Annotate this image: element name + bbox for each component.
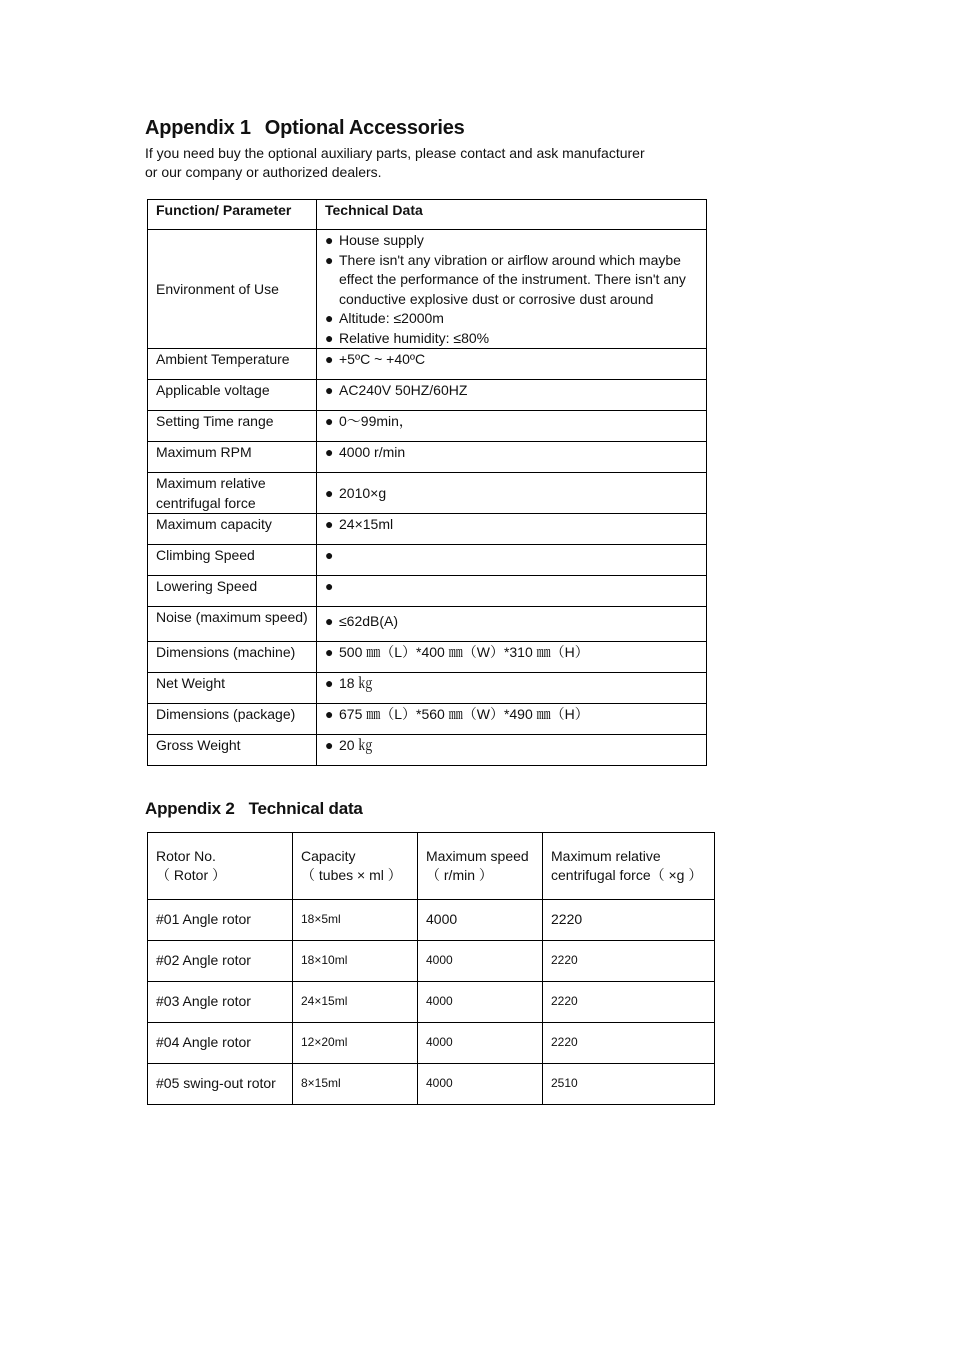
param-cell: Maximum relative centrifugal force [148,473,317,514]
env-bullet [325,251,698,310]
value-cell [317,514,707,545]
bullet-icon: ● [325,516,334,532]
capacity-cell: 8×15ml [293,1064,418,1105]
bullet-icon: ● [325,706,334,722]
value-text: 18 ㎏ [339,675,373,691]
bullet-icon: ● [325,351,334,367]
table-row [148,607,707,642]
table-header-row [148,833,715,900]
value-text: 500 ㎜（L）*400 ㎜（W）*310 ㎜（H） [339,644,589,660]
value-cell [317,442,707,473]
capacity-cell: 18×10ml [293,941,418,982]
rotor-cell: #03 Angle rotor [148,982,293,1023]
header-line: Capacity [301,847,356,864]
value-text: 4000 r/min [339,444,406,460]
value-text: +5ºC ~ +40ºC [339,351,426,367]
value-cell [317,473,707,514]
bullet-text: House supply [339,232,424,248]
bullet-icon: ● [325,644,334,660]
bullet-text: Relative humidity: ≤80% [339,329,490,346]
value-cell [317,349,707,380]
table-header-row [148,200,707,230]
env-bullet [325,309,698,329]
intro-line-1: If you need buy the optional auxiliary parts, please contact and ask manufacturer [145,145,645,161]
value-text: 20 ㎏ [339,737,373,753]
appendix-2-title [145,799,363,819]
speed-cell: 4000 [418,1064,543,1105]
table-row [148,230,707,349]
capacity-cell: 24×15ml [293,982,418,1023]
value-text: 0～99min， [339,413,413,429]
bullet-icon: ● [325,413,334,429]
value-cell [317,735,707,766]
bullet-icon: ● [325,232,334,248]
value-cell [317,230,707,349]
bullet-icon: ● [325,578,334,594]
table-row [148,349,707,380]
rotor-cell: #02 Angle rotor [148,941,293,982]
bullet-text: There isn't any vibration or airflow around which maybe effect the performance of the instrument. There isn't any conductive explosive dust or corrosive dust around [339,251,686,307]
value-text: ≤62dB(A) [339,613,399,629]
value-text: 24×15ml [339,516,394,532]
force-cell: 2510 [543,1064,715,1105]
param-cell: Maximum RPM [148,442,317,473]
table-row [148,982,715,1023]
table-row [148,473,707,514]
table-row [148,735,707,766]
table-row [148,673,707,704]
rotor-cell: #05 swing-out rotor [148,1064,293,1105]
header-max-speed [418,833,543,900]
intro-line-2: or our company or authorized dealers. [145,164,382,180]
appendix-2-heading: Technical data [248,799,363,818]
force-cell: 2220 [543,1023,715,1064]
value-text: AC240V 50HZ/60HZ [339,382,468,398]
env-bullet [325,231,698,251]
table-row [148,411,707,442]
value-text: 675 ㎜（L）*560 ㎜（W）*490 ㎜（H） [339,706,589,722]
table-row [148,1023,715,1064]
value-cell [317,576,707,607]
bullet-icon: ● [325,484,334,501]
header-line: （ r/min ） [426,867,493,883]
speed-cell: 4000 [418,1023,543,1064]
table-row [148,1064,715,1105]
header-max-rcf [543,833,715,900]
header-function-parameter: Function/ Parameter [148,200,317,230]
header-line: Maximum speed [426,847,529,864]
bullet-icon: ● [325,675,334,691]
table-row [148,642,707,673]
param-cell: Setting Time range [148,411,317,442]
header-line: centrifugal force（ ×g ） [551,867,703,883]
param-cell: Gross Weight [148,735,317,766]
value-cell [317,642,707,673]
value-cell [317,545,707,576]
bullet-icon: ● [325,329,334,346]
appendix-2-label: Appendix 2 [145,799,235,818]
table-row [148,900,715,941]
appendix-1-label: Appendix 1 [145,117,251,139]
rotor-cell: #04 Angle rotor [148,1023,293,1064]
param-cell: Net Weight [148,673,317,704]
table-row [148,514,707,545]
appendix-1-title [145,117,465,140]
rotor-table [147,832,715,1105]
accessories-table [147,199,707,766]
param-cell: Dimensions (package) [148,704,317,735]
capacity-cell: 18×5ml [293,900,418,941]
value-cell [317,607,707,642]
header-technical-data: Technical Data [317,200,707,230]
table-row [148,941,715,982]
param-cell: Ambient Temperature [148,349,317,380]
env-bullet [325,329,698,349]
table-row [148,704,707,735]
bullet-icon: ● [325,613,334,629]
header-line: Rotor No. [156,847,216,864]
value-cell [317,704,707,735]
speed-cell: 4000 [418,941,543,982]
param-cell: Environment of Use [148,230,317,349]
force-cell: 2220 [543,941,715,982]
bullet-icon: ● [325,382,334,398]
value-cell [317,380,707,411]
speed-cell: 4000 [418,900,543,941]
param-cell: Noise (maximum speed) [148,607,317,642]
value-text: 2010×g [339,484,387,501]
param-cell: Applicable voltage [148,380,317,411]
force-cell: 2220 [543,982,715,1023]
rotor-cell: #01 Angle rotor [148,900,293,941]
header-line: （ tubes × ml ） [301,867,402,883]
bullet-icon: ● [325,737,334,753]
header-line: Maximum relative [551,847,661,864]
header-rotor-no [148,833,293,900]
value-cell [317,673,707,704]
bullet-icon: ● [325,547,334,563]
bullet-icon: ● [325,444,334,460]
param-cell: Climbing Speed [148,545,317,576]
param-cell: Lowering Speed [148,576,317,607]
table-row [148,576,707,607]
param-cell: Maximum capacity [148,514,317,545]
capacity-cell: 12×20ml [293,1023,418,1064]
value-cell [317,411,707,442]
bullet-icon: ● [325,251,334,268]
header-line: （ Rotor ） [156,867,227,883]
speed-cell: 4000 [418,982,543,1023]
param-cell: Dimensions (machine) [148,642,317,673]
appendix-1-heading: Optional Accessories [264,117,465,139]
table-row [148,380,707,411]
appendix-1-intro [145,144,705,182]
table-row [148,545,707,576]
bullet-text: Altitude: ≤2000m [339,310,444,326]
force-cell: 2220 [543,900,715,941]
bullet-icon: ● [325,310,334,326]
table-row [148,442,707,473]
header-capacity [293,833,418,900]
